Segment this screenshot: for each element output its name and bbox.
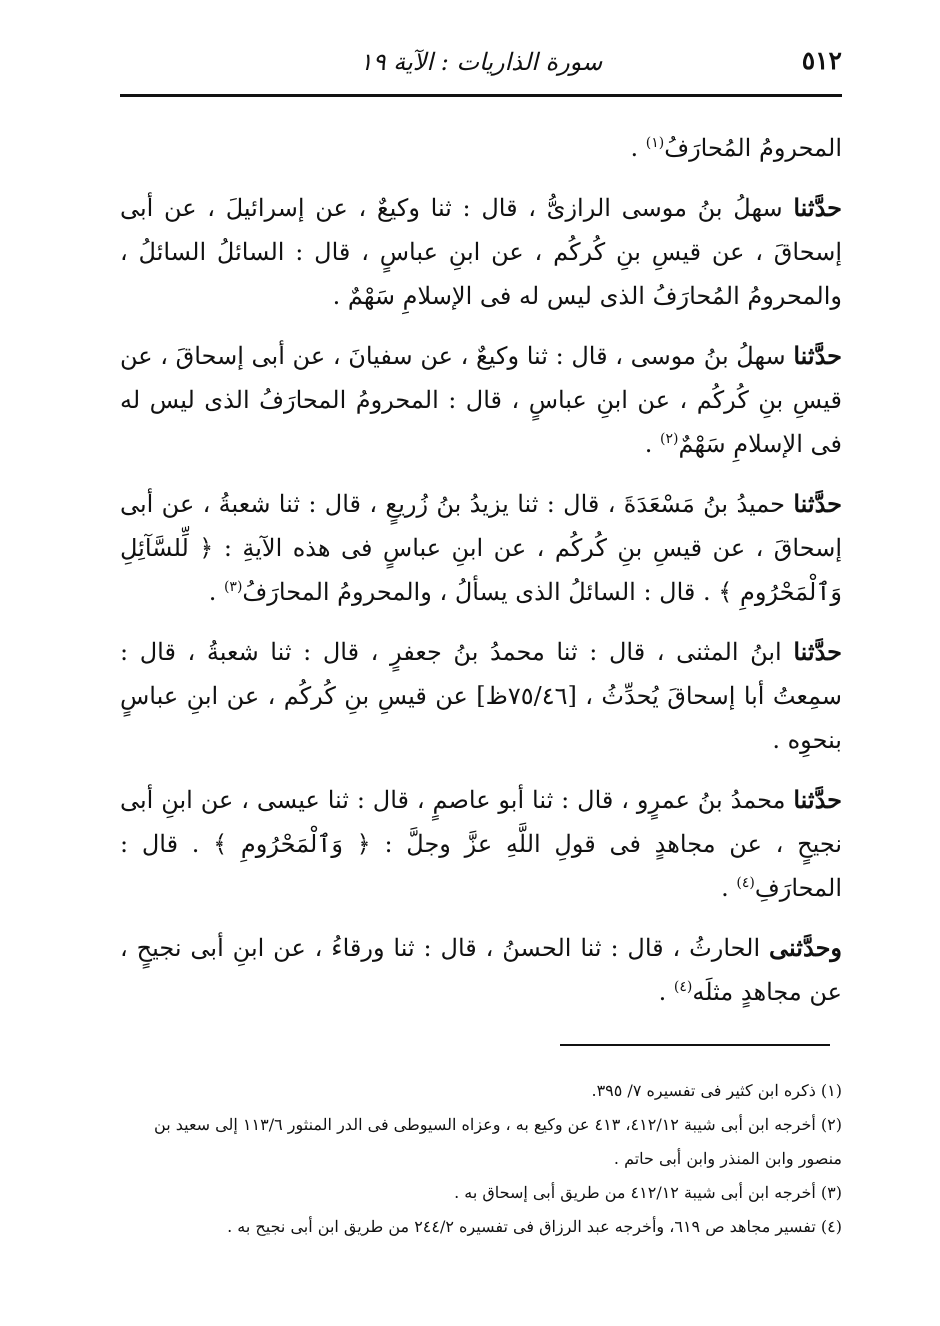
page-header [120,40,842,94]
footnote: (١) ذكره ابن كثير فى تفسيره ٧/ ٣٩٥. [591,1081,842,1100]
paragraph-text-after: . قال : المحارَفِ [120,830,842,902]
paragraph-lead: حدَّثنا [793,637,842,666]
paragraph-text: سهلُ بنُ موسى ، قال : ثنا وكيعٌ ، عن سفيانَ ، عن أبى إسحاقَ ، عن قيسِ بنِ كُركُم ، عن ابنِ عباسٍ ، قال : المحرومُ المحارَفُ الذى ليس له فى الإسلامِ سَهْمٌ [120,342,842,458]
paragraph-end: . [630,134,646,162]
paragraph-text: محمدُ بنُ عمرٍو ، قال : ثنا أبو عاصمٍ ، قال : ثنا عيسى ، عن ابنِ أبى نجيحٍ ، عن مجاهدٍ فى قولِ اللَّهِ عزَّ وجلَّ : [120,786,842,858]
header-rule [120,94,842,97]
footnote-ref: (٤) [736,875,755,891]
paragraph-end: . [658,978,674,1006]
paragraph-lead: حدَّثنا [793,193,842,222]
paragraph-text: حميدُ بنُ مَسْعَدَةَ ، قال : ثنا يزيدُ بنُ زُريعٍ ، قال : ثنا شعبةُ ، عن أبى إسحاقَ ، عن قيسِ بنِ كُركُم ، عن ابنِ عباسٍ فى هذه الآيةِ : [120,490,842,562]
footnote: (٤) تفسير مجاهد ص ٦١٩، وأخرجه عبد الرزاق فى تفسيره ٢٤٤/٢ من طريق ابن أبى نجيح به . [227,1217,842,1236]
page-number: ٥١٢ [801,46,842,75]
paragraph [120,926,842,1014]
quran-quote: ﴿ وَٱلْمَحْرُومِ ﴾ [199,830,385,858]
paragraph-lead: حدَّثنا [793,341,842,370]
paragraph [120,482,842,614]
paragraph-text: ابنُ المثنى ، قال : ثنا محمدُ بنُ جعفرٍ ، قال : ثنا شعبةُ ، قال : سمِعتُ أبا إسحاقَ يُحدِّثُ ، [٧٥/٤٦ظ] عن قيسِ بنِ كُركُم ، عن ابنِ عباسٍ بنحوِه . [120,638,843,754]
footnote-rule [560,1044,830,1046]
paragraph-lead: حدَّثنا [793,489,842,518]
footnote-ref: (٤) [673,979,693,995]
paragraph-text: سهلُ بنُ موسى الرازىُّ ، قال : ثنا وكيعٌ ، عن إسرائيلَ ، عن أبى إسحاقَ ، عن قيسِ بنِ كُركُم ، عن ابنِ عباسٍ ، قال : السائلُ السائلُ ، والمحرومُ المُحارَفُ الذى ليس له فى الإسلامِ سَهْمٌ . [120,194,842,310]
paragraph-text-after: . قال : السائلُ الذى يسألُ ، والمحرومُ المحارَفُ [242,578,711,606]
paragraph-end: . [208,578,224,606]
footnotes [120,1074,842,1244]
running-title: سورة الذاريات : الآية ١٩ [359,48,603,76]
paragraph [120,126,842,170]
paragraph-end: . [721,874,737,902]
main-text [120,126,842,1030]
paragraph [120,186,842,318]
footnote-ref: (١) [645,135,665,151]
footnote: (٢) أخرجه ابن أبى شيبة ٤١٢/١٢، ٤١٣ عن وكيع به ، وعزاه السيوطى فى الدر المنثور ١١٣/٦ إلى سعيد بن منصور وابن المنذر وابن أبى حاتم . [154,1115,842,1168]
footnote: (٣) أخرجه ابن أبى شيبة ٤١٢/١٢ من طريق أبى إسحاق به . [454,1183,842,1202]
paragraph-lead: حدَّثنا [793,785,842,814]
footnote-ref: (٢) [660,431,679,447]
paragraph-lead: وحدَّثنى [769,933,842,962]
paragraph [120,334,842,466]
quran-quote: ﴿ لِّلسَّآئِلِ وَٱلْمَحْرُومِ ﴾ [120,534,842,606]
paragraph [120,630,842,762]
paragraph-text: الحارثُ ، قال : ثنا الحسنُ ، قال : ثنا ورقاءُ ، عن ابنِ أبى نجيحٍ ، عن مجاهدٍ مثلَه [120,934,842,1006]
paragraph-end: . [644,430,660,458]
paragraph [120,778,842,910]
footnote-ref: (٣) [223,579,243,595]
paragraph-text: المحرومُ المُحارَفُ [664,134,842,162]
